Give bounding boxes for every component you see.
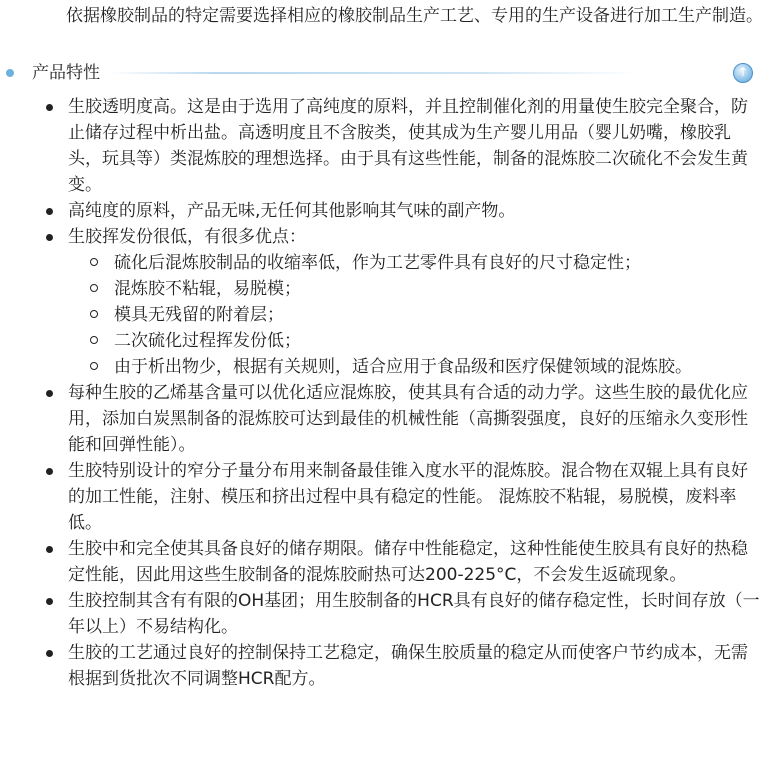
section-divider xyxy=(110,72,640,74)
feature-list xyxy=(40,94,762,692)
benefit-item: 由于析出物少，根据有关规则，适合应用于食品级和医疗保健领域的混炼胶。 xyxy=(88,354,762,380)
feature-item: 生胶透明度高。这是由于选用了高纯度的原料，并且控制催化剂的用量使生胶完全聚合，防止储存过程中析出盐。高透明度且不含胺类，使其成为生产婴儿用品（婴儿奶嘴，橡胶乳头，玩具等）类混炼胶的理想选择。由于具有这些性能，制备的混炼胶二次硫化不会发生黄变。 xyxy=(40,94,762,198)
benefit-item: 硫化后混炼胶制品的收缩率低，作为工艺零件具有良好的尺寸稳定性； xyxy=(88,250,762,276)
feature-item-text: 生胶挥发份很低，有很多优点： xyxy=(68,227,306,247)
feature-item: 生胶中和完全使其具备良好的储存期限。储存中性能稳定，这种性能使生胶具有良好的热稳定性能，因此用这些生胶制备的混炼胶耐热可达200-225°C，不会发生返硫现象。 xyxy=(40,536,762,588)
feature-item: 每种生胶的乙烯基含量可以优化适应混炼胶，使其具有合适的动力学。这些生胶的最优化应用，添加白炭黑制备的混炼胶可达到最佳的机械性能（高撕裂强度，良好的压缩永久变形性能和回弹性能）。 xyxy=(40,380,762,458)
benefit-item: 混炼胶不粘辊，易脱模； xyxy=(88,276,762,302)
section-header xyxy=(0,58,770,88)
feature-item: 生胶的工艺通过良好的控制保持工艺稳定，确保生胶质量的稳定从而使客户节约成本，无需根据到货批次不同调整HCR配方。 xyxy=(40,640,762,692)
feature-item: 生胶控制其含有有限的OH基团；用生胶制备的HCR具有良好的储存稳定性，长时间存放（一年以上）不易结构化。 xyxy=(40,588,762,640)
benefit-list xyxy=(68,250,762,380)
feature-item: 高纯度的原料，产品无味,无任何其他影响其气味的副产物。 xyxy=(40,198,762,224)
benefit-item: 模具无残留的附着层； xyxy=(88,302,762,328)
back-to-top-icon[interactable]: ↑ xyxy=(733,63,753,83)
benefit-item: 二次硫化过程挥发份低； xyxy=(88,328,762,354)
feature-item xyxy=(40,224,762,380)
intro-paragraph: 依据橡胶制品的特定需要选择相应的橡胶制品生产工艺、专用的生产设备进行加工生产制造。 xyxy=(66,6,763,26)
feature-item: 生胶特别设计的窄分子量分布用来制备最佳锥入度水平的混炼胶。混合物在双辊上具有良好的加工性能，注射、模压和挤出过程中具有稳定的性能。 混炼胶不粘辊，易脱模，废料率低。 xyxy=(40,458,762,536)
section-title: 产品特性 xyxy=(32,63,100,83)
section-bullet-icon xyxy=(6,69,14,77)
